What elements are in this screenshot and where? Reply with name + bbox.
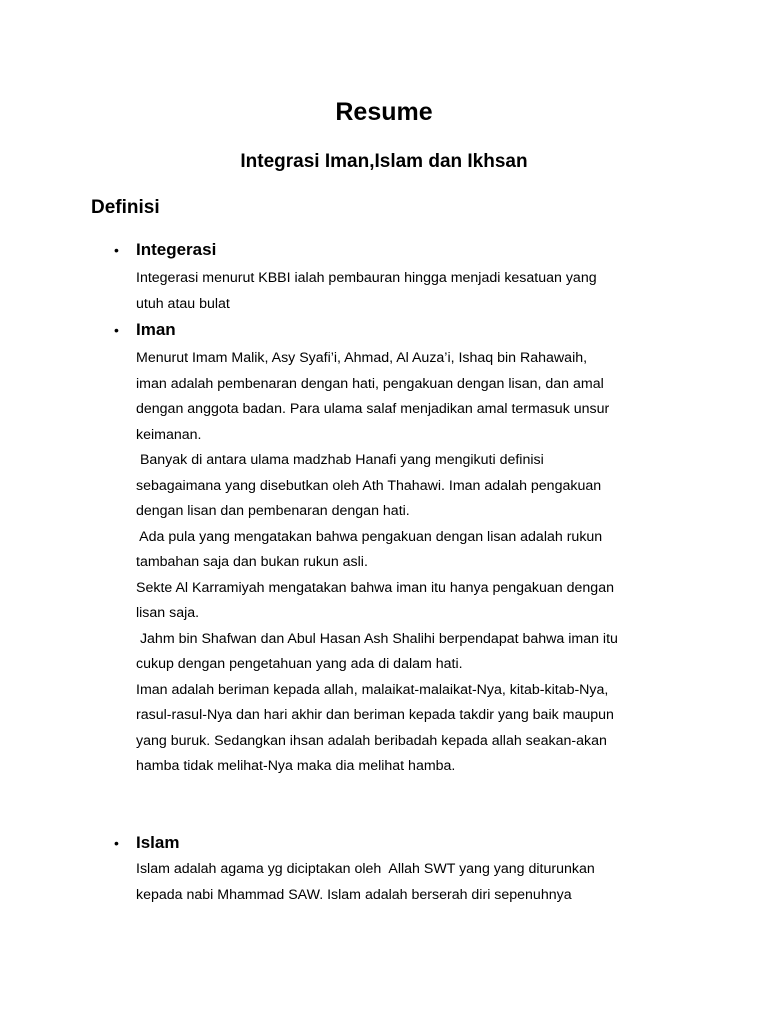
body-line: dengan anggota badan. Para ulama salaf menjadikan amal termasuk unsur [136,401,610,417]
definition-heading: Integerasi [136,240,217,259]
body-line: dengan lisan dan pembenaran dengan hati. [136,503,410,519]
body-line: yang buruk. Sedangkan ihsan adalah beribadah kepada allah seakan-akan [136,732,607,749]
body-line: keimanan. [136,426,202,443]
body-line: cukup dengan pengetahuan yang ada di dalam hati. [136,656,463,672]
definition-body [136,857,696,908]
bullet-icon: • [114,322,119,338]
section-heading-definisi: Definisi [91,197,160,218]
bullet-icon: • [114,835,119,851]
page-title: Resume [335,98,433,126]
page-subtitle: Integrasi Iman,Islam dan Ikhsan [240,151,528,172]
body-line: lisan saja. [136,605,200,621]
body-line: Integerasi menurut KBBI ialah pembauran hingga menjadi kesatuan yang [136,270,597,286]
body-line: Islam adalah agama yg diciptakan oleh Allah SWT yang yang diturunkan [136,861,595,877]
definition-heading: Islam [136,833,180,852]
body-line: hamba tidak melihat-Nya maka dia melihat hamba. [136,758,456,774]
body-line: kepada nabi Mhammad SAW. Islam adalah berserah diri sepenuhnya [136,886,572,903]
definition-body [136,266,696,317]
body-line: Iman adalah beriman kepada allah, malaikat-malaikat-Nya, kitab-kitab-Nya, [136,681,609,698]
body-line: Jahm bin Shafwan dan Abul Hasan Ash Shalihi berpendapat bahwa iman itu [136,630,618,647]
definition-heading: Iman [136,320,176,339]
body-line: utuh atau bulat [136,295,230,312]
body-line: rasul-rasul-Nya dan hari akhir dan beriman kepada takdir yang baik maupun [136,707,614,723]
body-line: iman adalah pembenaran dengan hati, pengakuan dengan lisan, dan amal [136,375,604,392]
body-line: sebagaimana yang disebutkan oleh Ath Thahawi. Iman adalah pengakuan [136,477,602,494]
definition-body [136,346,696,780]
body-line: Sekte Al Karramiyah mengatakan bahwa iman itu hanya pengakuan dengan [136,579,614,596]
bullet-icon: • [114,242,119,258]
body-line: Banyak di antara ulama madzhab Hanafi yang mengikuti definisi [136,452,544,468]
body-line: Menurut Imam Malik, Asy Syafi’i, Ahmad, Al Auza’i, Ishaq bin Rahawaih, [136,350,588,366]
body-line: Ada pula yang mengatakan bahwa pengakuan dengan lisan adalah rukun [136,528,603,545]
body-line: tambahan saja dan bukan rukun asli. [136,554,368,570]
